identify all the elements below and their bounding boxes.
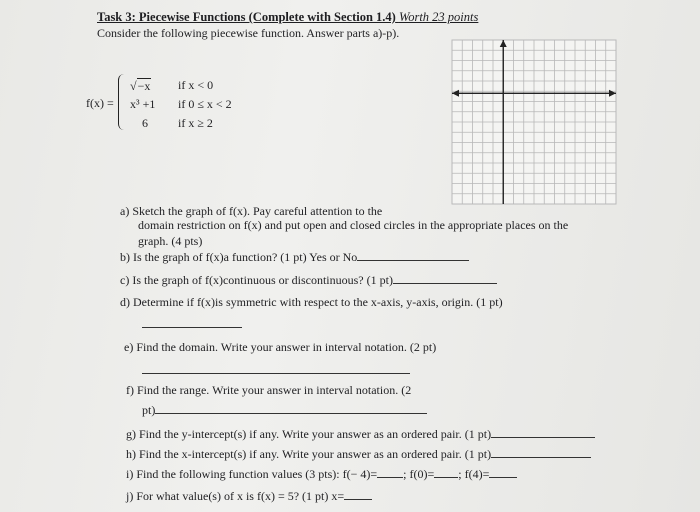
answer-blank-c[interactable] xyxy=(393,272,497,284)
piece-1-expression: √−x xyxy=(130,79,151,93)
question-g: g) Find the y-intercept(s) if any. Write your answer as an ordered pair. (1 pt) xyxy=(126,426,595,441)
answer-blank-b[interactable] xyxy=(357,249,469,261)
question-i: i) Find the following function values (3 pts): f(− 4)= ; f(0)= ; f(4)= xyxy=(126,466,517,481)
answer-blank-f[interactable] xyxy=(155,402,427,414)
answer-blank-d[interactable] xyxy=(142,316,242,328)
worth-points: Worth 23 points xyxy=(398,10,479,24)
task-instruction: Consider the following piecewise function. Answer parts a)-p). xyxy=(97,26,400,40)
answer-blank-i-3[interactable] xyxy=(489,466,517,478)
coordinate-grid[interactable] xyxy=(450,38,620,206)
question-d: d) Determine if f(x)is symmetric with respect to the x-axis, y-axis, origin. (1 pt) xyxy=(120,295,503,309)
question-j: j) For what value(s) of x is f(x) = 5? (1 pt) x= xyxy=(126,488,372,503)
piecewise-brace xyxy=(118,74,127,130)
piece-3-condition: if x ≥ 2 xyxy=(178,116,213,130)
question-a-line3: graph. (4 pts) xyxy=(138,234,203,248)
question-h: h) Find the x-intercept(s) if any. Write your answer as an ordered pair. (1 pt) xyxy=(126,446,591,461)
question-b: b) Is the graph of f(x)a function? (1 pt) Yes or No xyxy=(120,249,469,264)
piece-2-condition: if 0 ≤ x < 2 xyxy=(178,97,232,111)
question-f-line2: pt) xyxy=(142,402,427,417)
function-name: f(x) = xyxy=(86,96,114,110)
answer-blank-i-2[interactable] xyxy=(434,466,458,478)
question-c: c) Is the graph of f(x)continuous or discontinuous? (1 pt) xyxy=(120,272,497,287)
piece-2-expression: x³ +1 xyxy=(130,97,156,111)
question-f: f) Find the range. Write your answer in interval notation. (2 xyxy=(126,383,412,397)
answer-blank-j[interactable] xyxy=(344,488,372,500)
answer-blank-e[interactable] xyxy=(142,362,410,374)
question-a: a) Sketch the graph of f(x). Pay careful attention to the xyxy=(120,204,383,218)
answer-blank-h[interactable] xyxy=(491,446,591,458)
answer-blank-g[interactable] xyxy=(491,426,595,438)
piece-3-expression: 6 xyxy=(142,116,148,130)
question-e: e) Find the domain. Write your answer in interval notation. (2 pt) xyxy=(124,340,437,354)
task-title: Task 3: Piecewise Functions (Complete with Section 1.4) Worth 23 points xyxy=(97,10,479,24)
answer-blank-i-1[interactable] xyxy=(377,466,403,478)
question-a-line2: domain restriction on f(x) and put open and closed circles in the appropriate places on the xyxy=(138,218,569,232)
piece-1-condition: if x < 0 xyxy=(178,78,214,92)
